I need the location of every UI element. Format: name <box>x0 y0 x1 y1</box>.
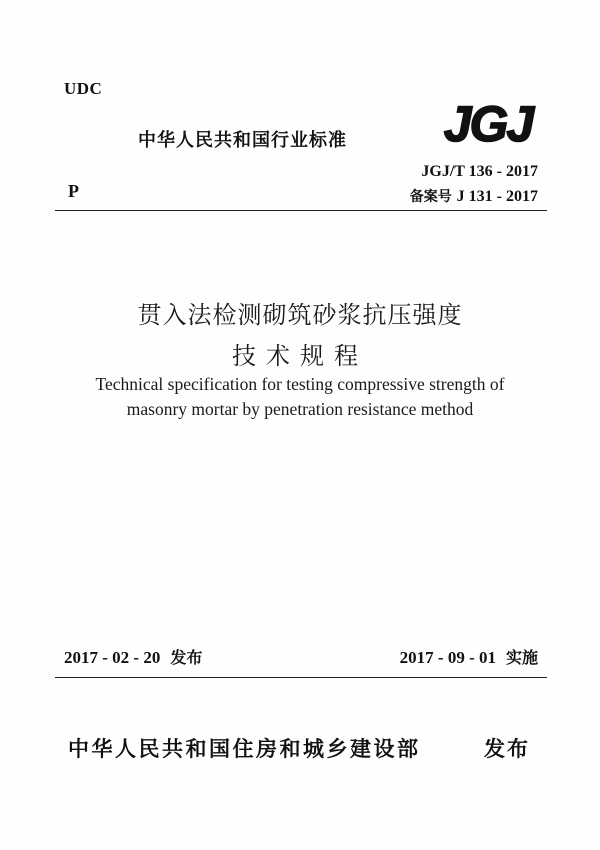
udc-label: UDC <box>64 79 103 98</box>
publish-date-block <box>64 645 202 668</box>
title-en-line1: Technical specification for testing compressive strength of <box>95 374 505 394</box>
logo-text: JGJ <box>443 97 533 149</box>
issuing-authority: 中华人民共和国住房和城乡建设部 <box>68 737 421 761</box>
issued-label: 发布 <box>484 737 530 761</box>
standard-number: JGJ/T 136 - 2017 <box>421 163 538 180</box>
filing-value: J 131 - 2017 <box>456 188 538 205</box>
title-cn-line1: 贯入法检测砌筑砂浆抗压强度 <box>137 301 463 329</box>
publish-label: 发布 <box>170 648 203 667</box>
top-divider <box>55 210 547 211</box>
jgj-logo <box>432 97 544 149</box>
publish-date: 2017 - 02 - 20 <box>64 648 161 667</box>
title-en-line2: masonry mortar by penetration resistance method <box>126 399 474 419</box>
implement-date: 2017 - 09 - 01 <box>399 648 496 667</box>
filing-label: 备案号 <box>409 189 452 205</box>
bottom-divider <box>55 677 547 678</box>
category-label: P <box>68 181 79 201</box>
title-cn-line2: 技术规程 <box>232 342 368 370</box>
standard-type: 中华人民共和国行业标准 <box>138 130 347 151</box>
implement-date-block <box>400 645 538 668</box>
implement-label: 实施 <box>505 648 538 667</box>
filing-number <box>410 186 538 206</box>
